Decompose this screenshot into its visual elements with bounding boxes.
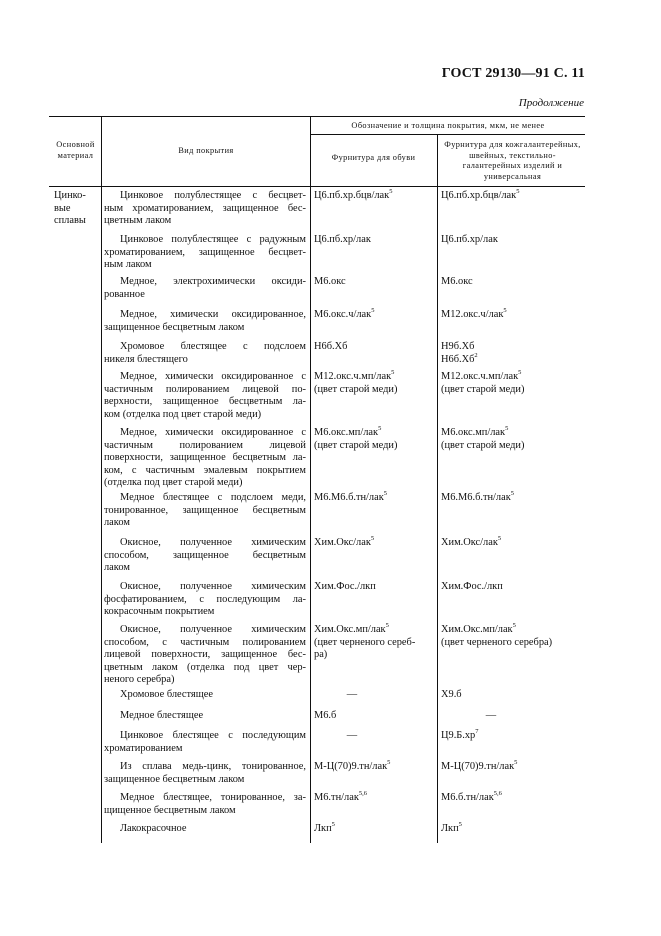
leather-designation: Лкп$^5$ bbox=[441, 821, 462, 834]
header-material: Основной материал bbox=[56, 140, 95, 160]
leather-designation: Хим.Окс.мп/лак$^5$ (цвет черненого серебра) bbox=[441, 622, 553, 648]
shoes-designation: М6.окс.мп/лак$^5$ (цвет старой меди) bbox=[314, 425, 398, 451]
shoes-designation: М6.тн/лак$^{5,6}$ bbox=[314, 790, 367, 803]
leather-designation: Х9.б bbox=[441, 689, 462, 700]
shoes-designation: Хим.Фос./лкп bbox=[314, 581, 376, 592]
shoes-designation: — bbox=[346, 689, 358, 700]
leather-designation: — bbox=[485, 710, 497, 721]
shoes-designation: М6.М6.б.тн/лак$^5$ bbox=[314, 490, 388, 503]
page-header-standard: ГОСТ 29130—91 С. 11 bbox=[441, 66, 585, 81]
leather-designation: М-Ц(70)9.тн/лак$^5$ bbox=[441, 759, 518, 772]
header-coating-type: Вид покрытия bbox=[178, 146, 234, 155]
leather-designation: М6.б.тн/лак$^{5,6}$ bbox=[441, 790, 502, 803]
coating-description: Медное блестящее bbox=[120, 710, 204, 721]
shoes-designation: М-Ц(70)9.тн/лак$^5$ bbox=[314, 759, 391, 772]
coating-description: Медное блестящее с подслоем меди, тонированное, защищенное бесцветным лаком bbox=[104, 492, 306, 529]
shoes-designation: Ц6.пб.хр.бцв/лак$^5$ bbox=[314, 188, 393, 201]
coating-description: Цинковое полублестящее с бесцвет- ным хроматированием, защищенное бес- цветным лаком bbox=[104, 190, 306, 227]
coating-description: Лакокрасочное bbox=[120, 823, 187, 834]
shoes-designation: Хим.Окс/лак$^5$ bbox=[314, 535, 375, 548]
column-divider-1 bbox=[101, 116, 102, 843]
coating-description: Хромовое блестящее bbox=[120, 689, 213, 700]
shoes-designation: М6.окс bbox=[314, 276, 346, 287]
leather-designation: М12.окс.ч/лак$^5$ bbox=[441, 307, 507, 320]
shoes-designation: М6.б bbox=[314, 710, 337, 721]
coating-description: Медное, химически оксидированное с частичным полированием лицевой по- верхности, защищенное бесцветным ла- ком (отделка под цвет старой меди) bbox=[104, 371, 306, 420]
group-header-rule bbox=[310, 134, 585, 135]
shoes-designation: М6.окс.ч/лак$^5$ bbox=[314, 307, 375, 320]
coating-description: Медное блестящее, тонированное, за- щищенное бесцветным лаком bbox=[104, 792, 306, 816]
leather-designation: М6.окс bbox=[441, 276, 473, 287]
coating-description: Цинковое полублестящее с радужным хроматированием, защищенное бесцвет- ным лаком bbox=[104, 234, 306, 271]
coating-description: Медное, химически оксидированное, защищенное бесцветным лаком bbox=[104, 309, 306, 333]
coating-description: Окисное, полученное химическим фосфатированием, с последующим ла- кокрасочным покрытием bbox=[104, 581, 306, 618]
header-bottom-rule bbox=[49, 186, 585, 187]
shoes-designation: Ц6.пб.хр/лак bbox=[314, 234, 371, 245]
leather-designation: Хим.Фос./лкп bbox=[441, 581, 503, 592]
shoes-designation: М12.окс.ч.мп/лак$^5$ (цвет старой меди) bbox=[314, 369, 398, 395]
material-label: Цинко- вые сплавы bbox=[54, 190, 86, 227]
header-designation-group: Обозначение и толщина покрытия, мкм, не менее bbox=[351, 121, 545, 130]
continuation-label: Продолжение bbox=[518, 97, 584, 109]
leather-designation: Ц6.пб.хр/лак bbox=[441, 234, 498, 245]
shoes-designation: Н6б.Хб bbox=[314, 341, 348, 352]
table-top-rule bbox=[49, 116, 585, 117]
coating-description: Окисное, полученное химическим способом, защищенное бесцветным лаком bbox=[104, 537, 306, 574]
coating-description: Окисное, полученное химическим способом, с частичным полированием лицевой поверхности, защищенное бес- цветным лаком (отделка под цвет чер- неного серебра) bbox=[104, 624, 306, 686]
coating-description: Медное, химически оксидированное с частичным полированием лицевой поверхности, защищенное бесцветным ла- ком, с частичным эмалевым покрытием (отделка под цвет старой меди) bbox=[104, 427, 306, 489]
shoes-designation: — bbox=[346, 730, 358, 741]
coating-description: Хромовое блестящее с подслоем никеля блестящего bbox=[104, 341, 306, 365]
column-divider-2 bbox=[310, 116, 311, 843]
leather-designation: М12.окс.ч.мп/лак$^5$ (цвет старой меди) bbox=[441, 369, 525, 395]
leather-designation: $Ц9.Б.хр^7$ bbox=[441, 728, 479, 741]
leather-designation: М6.окс.мп/лак$^5$ (цвет старой меди) bbox=[441, 425, 525, 451]
leather-designation: Ц6.пб.хр.бцв/лак$^5$ bbox=[441, 188, 520, 201]
header-shoes-fittings: Фурнитура для обуви bbox=[331, 153, 416, 162]
header-leather-fittings: Фурнитура для кожгалантерейных, швейных, текстильно-галантерейных изделий и универсальная bbox=[444, 140, 581, 181]
column-divider-3 bbox=[437, 134, 438, 843]
coating-description: Цинковое блестящее с последующим хроматированием bbox=[104, 730, 306, 754]
coating-description: Из сплава медь-цинк, тонированное, защищенное бесцветным лаком bbox=[104, 761, 306, 785]
coating-description: Медное, электрохимически оксиди- рованное bbox=[104, 276, 306, 300]
shoes-designation: Хим.Окс.мп/лак$^5$ (цвет черненого сереб- ра) bbox=[314, 622, 416, 661]
leather-designation: М6.М6.б.тн/лак$^5$ bbox=[441, 490, 515, 503]
leather-designation: Н9б.Хб $Н6б.Хб^2$ bbox=[441, 341, 478, 365]
leather-designation: Хим.Окс/лак$^5$ bbox=[441, 535, 502, 548]
shoes-designation: Лкп$^5$ bbox=[314, 821, 335, 834]
